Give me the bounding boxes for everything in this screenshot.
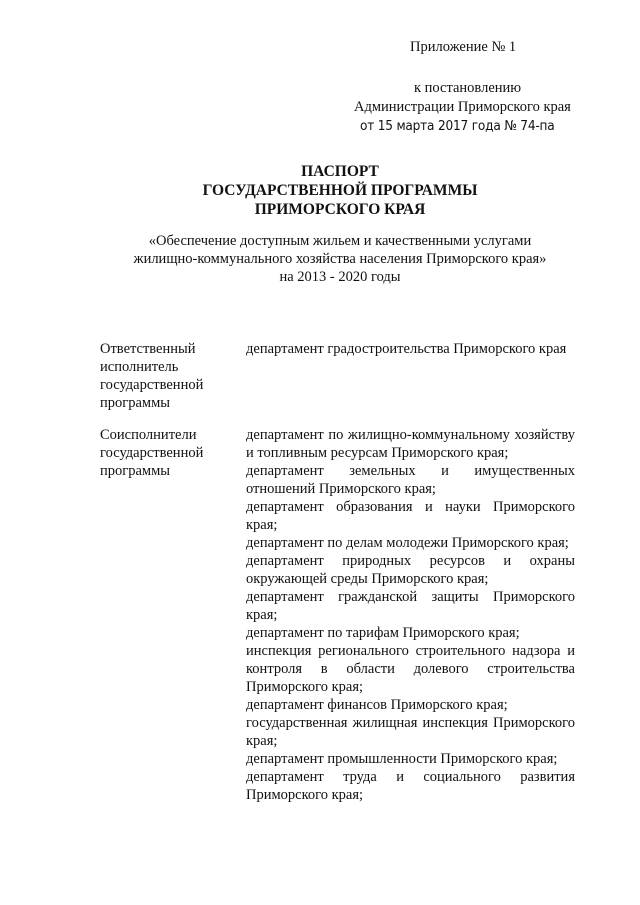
document-title (90, 162, 590, 219)
list-item: инспекция регионального строительного надзора и контроля в области долевого строительства Приморского края; (246, 643, 575, 695)
attachment-line-2: Администрации Приморского края (354, 99, 571, 115)
list-item: департамент финансов Приморского края; (246, 697, 508, 713)
subtitle-line-3: на 2013 - 2020 годы (279, 269, 401, 285)
title-line-1: ПАСПОРТ (301, 163, 379, 180)
list-item: департамент по жилищно-коммунальному хозяйству и топливным ресурсам Приморского края; (246, 427, 575, 461)
table-row (100, 340, 575, 412)
attachment-title: Приложение № 1 (410, 39, 517, 55)
list-item: департамент по делам молодежи Приморского края; (246, 535, 569, 551)
title-line-2: ГОСУДАРСТВЕННОЙ ПРОГРАММЫ (202, 182, 478, 199)
row-value (246, 340, 575, 412)
program-name (70, 232, 610, 286)
list-item: департамент образования и науки Приморского края; (246, 499, 575, 533)
list-item: департамент градостроительства Приморского края (246, 341, 567, 357)
subtitle-line-1: «Обеспечение доступным жильем и качественными услугами (148, 233, 532, 249)
passport-table (100, 340, 575, 818)
list-item: департамент природных ресурсов и охраны окружающей среды Приморского края; (246, 553, 575, 587)
subtitle-line-2: жилищно-коммунального хозяйства населения Приморского края» (133, 251, 547, 267)
row-label: Ответственный исполнитель государственной программы (100, 341, 204, 411)
title-line-3: ПРИМОРСКОГО КРАЯ (254, 201, 426, 218)
row-label: Соисполнители государственной программы (100, 427, 204, 479)
list-item: департамент земельных и имущественных отношений Приморского края; (246, 463, 575, 497)
list-item: департамент промышленности Приморского края; (246, 751, 558, 767)
list-item: государственная жилищная инспекция Приморского края; (246, 715, 575, 749)
resolution-date-stamp: от 15 марта 2017 года № 74-па (360, 118, 555, 134)
attachment-line-1: к постановлению (414, 80, 522, 96)
row-value (246, 426, 575, 804)
table-row (100, 426, 575, 804)
list-item: департамент гражданской защиты Приморского края; (246, 589, 575, 623)
list-item: департамент труда и социального развития Приморского края; (246, 769, 575, 803)
list-item: департамент по тарифам Приморского края; (246, 625, 520, 641)
